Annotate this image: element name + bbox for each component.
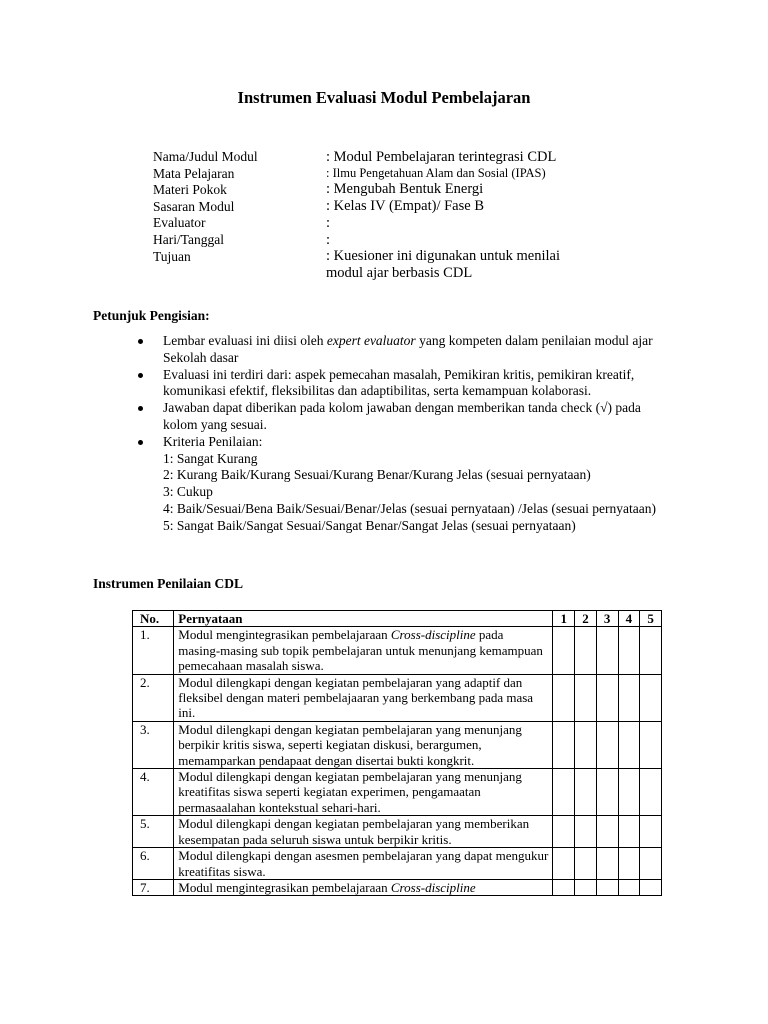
statement-text: Modul mengintegrasikan pembelajaraan (178, 879, 391, 895)
score-cell-5[interactable] (640, 879, 662, 895)
criteria-title: Kriteria Penilaian: (163, 433, 263, 449)
statement-text: Modul dilengkapi dengan kegiatan pembelajaran yang memberikan kesempatan pada seluruh siswa untuk berpikir kritis. (178, 816, 530, 847)
score-cell-3[interactable] (596, 848, 618, 880)
statement-text: Modul dilengkapi dengan asesmen pembelajaran yang dapat mengukur kreatifitas siswa. (178, 848, 549, 879)
label-target: Sasaran Modul (153, 199, 235, 214)
label-module-name: Nama/Judul Modul (153, 149, 258, 164)
row-number: 3. (133, 721, 174, 768)
statement-text: Modul dilengkapi dengan kegiatan pembelajaran yang adaptif dan fleksibel dengan materi pembelajaaran yang berkembang pada masa ini. (178, 674, 534, 721)
statement-emphasis: Cross-discipline (390, 879, 476, 895)
criteria-level-2: 2: Kurang Baik/Kurang Sesuai/Kurang Benar/Kurang Jelas (sesuai pernyataan) (163, 467, 591, 483)
score-cell-3[interactable] (596, 674, 618, 721)
label-subject: Mata Pelajaran (153, 166, 235, 181)
table-row (133, 816, 662, 848)
column-header-statement: Pernyataan (174, 611, 553, 627)
column-header-no: No. (133, 611, 174, 627)
column-header-score-2: 2 (575, 611, 597, 627)
score-cell-4[interactable] (618, 848, 640, 880)
statement-text: Modul dilengkapi dengan kegiatan pembelajaran yang menunjang berpikir kritis siswa, seperti kegiatan diskusi, berargumen, memamparkan pendapaat dengan disertai bukti kongkrit. (178, 721, 522, 768)
instruction-item-criteria (134, 434, 674, 535)
table-row (133, 769, 662, 816)
statement-emphasis: Cross-discipline (390, 627, 476, 643)
table-row (133, 848, 662, 880)
score-cell-2[interactable] (575, 879, 597, 895)
score-cell-5[interactable] (640, 674, 662, 721)
row-number: 1. (133, 627, 174, 674)
row-statement (174, 879, 553, 895)
label-purpose: Tujuan (153, 249, 191, 264)
criteria-level-1: 1: Sangat Kurang (163, 450, 258, 466)
score-cell-5[interactable] (640, 816, 662, 848)
label-evaluator: Evaluator (153, 215, 206, 230)
score-cell-4[interactable] (618, 627, 640, 674)
instruction-text: Lembar evaluasi ini diisi oleh (163, 333, 327, 348)
row-statement (174, 627, 553, 674)
score-cell-1[interactable] (553, 721, 575, 768)
value-evaluator: : (326, 215, 331, 231)
bullet-icon (138, 373, 143, 378)
table-row (133, 674, 662, 721)
row-statement (174, 721, 553, 768)
score-cell-2[interactable] (575, 721, 597, 768)
criteria-level-5: 5: Sangat Baik/Sangat Sesuai/Sangat Benar/Sangat Jelas (sesuai pernyataan) (163, 517, 576, 533)
instruction-text: Evaluasi ini terdiri dari: aspek pemecahan masalah, Pemikiran kritis, pemikiran kreatif, komunikasi efektif, fleksibilitas dan adaptibilitas, serta kemampuan kolaborasi. (163, 366, 635, 399)
table-row (133, 879, 662, 895)
score-cell-3[interactable] (596, 816, 618, 848)
instruction-item (134, 367, 674, 401)
table-row (133, 627, 662, 674)
instructions-list (134, 333, 674, 535)
score-cell-4[interactable] (618, 674, 640, 721)
score-cell-1[interactable] (553, 879, 575, 895)
score-cell-3[interactable] (596, 769, 618, 816)
value-subject: : Ilmu Pengetahuan Alam dan Sosial (IPAS) (326, 166, 546, 180)
assessment-table (132, 610, 662, 896)
score-cell-3[interactable] (596, 627, 618, 674)
criteria-level-4: 4: Baik/Sesuai/Bena Baik/Sesuai/Benar/Jelas (sesuai pernyataan) /Jelas (sesuai pernyataan) (163, 500, 656, 516)
instruction-item (134, 400, 674, 434)
value-date: : (326, 232, 331, 248)
row-statement (174, 674, 553, 721)
score-cell-2[interactable] (575, 627, 597, 674)
bullet-icon (138, 406, 143, 411)
statement-text: Modul mengintegrasikan pembelajaraan (178, 627, 391, 643)
statement-text: Modul dilengkapi dengan kegiatan pembelajaran yang menunjang kreatifitas siswa seperti kegiatan experimen, pengamaatan permasaalahan kontekstual sehari-hari. (178, 769, 522, 815)
table-header-row (133, 611, 662, 627)
row-statement (174, 769, 553, 816)
assessment-heading: Instrumen Penilaian CDL (93, 576, 244, 591)
row-number: 6. (133, 848, 174, 880)
score-cell-4[interactable] (618, 769, 640, 816)
score-cell-1[interactable] (553, 816, 575, 848)
value-purpose: : Kuesioner ini digunakan untuk menilai (326, 248, 560, 264)
instruction-text: yang kompeten dalam penilaian modul ajar Sekolah dasar (163, 333, 653, 365)
score-cell-5[interactable] (640, 769, 662, 816)
instructions-heading: Petunjuk Pengisian: (93, 308, 210, 323)
score-cell-5[interactable] (640, 627, 662, 674)
criteria-level-3: 3: Cukup (163, 484, 213, 500)
instruction-emphasis: expert evaluator (326, 333, 416, 348)
row-number: 4. (133, 769, 174, 816)
score-cell-1[interactable] (553, 769, 575, 816)
value-target: : Kelas IV (Empat)/ Fase B (326, 198, 484, 214)
column-header-score-4: 4 (618, 611, 640, 627)
row-statement (174, 816, 553, 848)
value-topic: : Mengubah Bentuk Energi (326, 181, 484, 197)
label-topic: Materi Pokok (153, 182, 227, 197)
score-cell-4[interactable] (618, 879, 640, 895)
value-purpose-line2: modul ajar berbasis CDL (326, 265, 473, 281)
statement-text: pada masing-masing sub topik pembelajaran untuk menunjang kemampuan pemecahaan masalah siswa. (178, 627, 543, 674)
column-header-score-5: 5 (640, 611, 662, 627)
row-statement (174, 848, 553, 880)
score-cell-1[interactable] (553, 848, 575, 880)
score-cell-4[interactable] (618, 816, 640, 848)
score-cell-5[interactable] (640, 848, 662, 880)
score-cell-1[interactable] (553, 627, 575, 674)
score-cell-1[interactable] (553, 674, 575, 721)
score-cell-3[interactable] (596, 721, 618, 768)
instruction-text: Jawaban dapat diberikan pada kolom jawaban dengan memberikan tanda check (√) pada kolom yang sesuai. (163, 400, 641, 432)
bullet-icon (138, 339, 143, 344)
score-cell-2[interactable] (575, 674, 597, 721)
score-cell-5[interactable] (640, 721, 662, 768)
label-date: Hari/Tanggal (153, 232, 225, 247)
score-cell-4[interactable] (618, 721, 640, 768)
document-title: Instrumen Evaluasi Modul Pembelajaran (237, 88, 531, 107)
column-header-score-3: 3 (596, 611, 618, 627)
score-cell-2[interactable] (575, 816, 597, 848)
column-header-score-1: 1 (553, 611, 575, 627)
row-number: 7. (133, 879, 174, 895)
value-module-name: : Modul Pembelajaran terintegrasi CDL (326, 149, 557, 165)
instruction-item (134, 333, 674, 367)
score-cell-3[interactable] (596, 879, 618, 895)
row-number: 2. (133, 674, 174, 721)
row-number: 5. (133, 816, 174, 848)
bullet-icon (138, 440, 143, 445)
score-cell-2[interactable] (575, 848, 597, 880)
score-cell-2[interactable] (575, 769, 597, 816)
table-row (133, 721, 662, 768)
